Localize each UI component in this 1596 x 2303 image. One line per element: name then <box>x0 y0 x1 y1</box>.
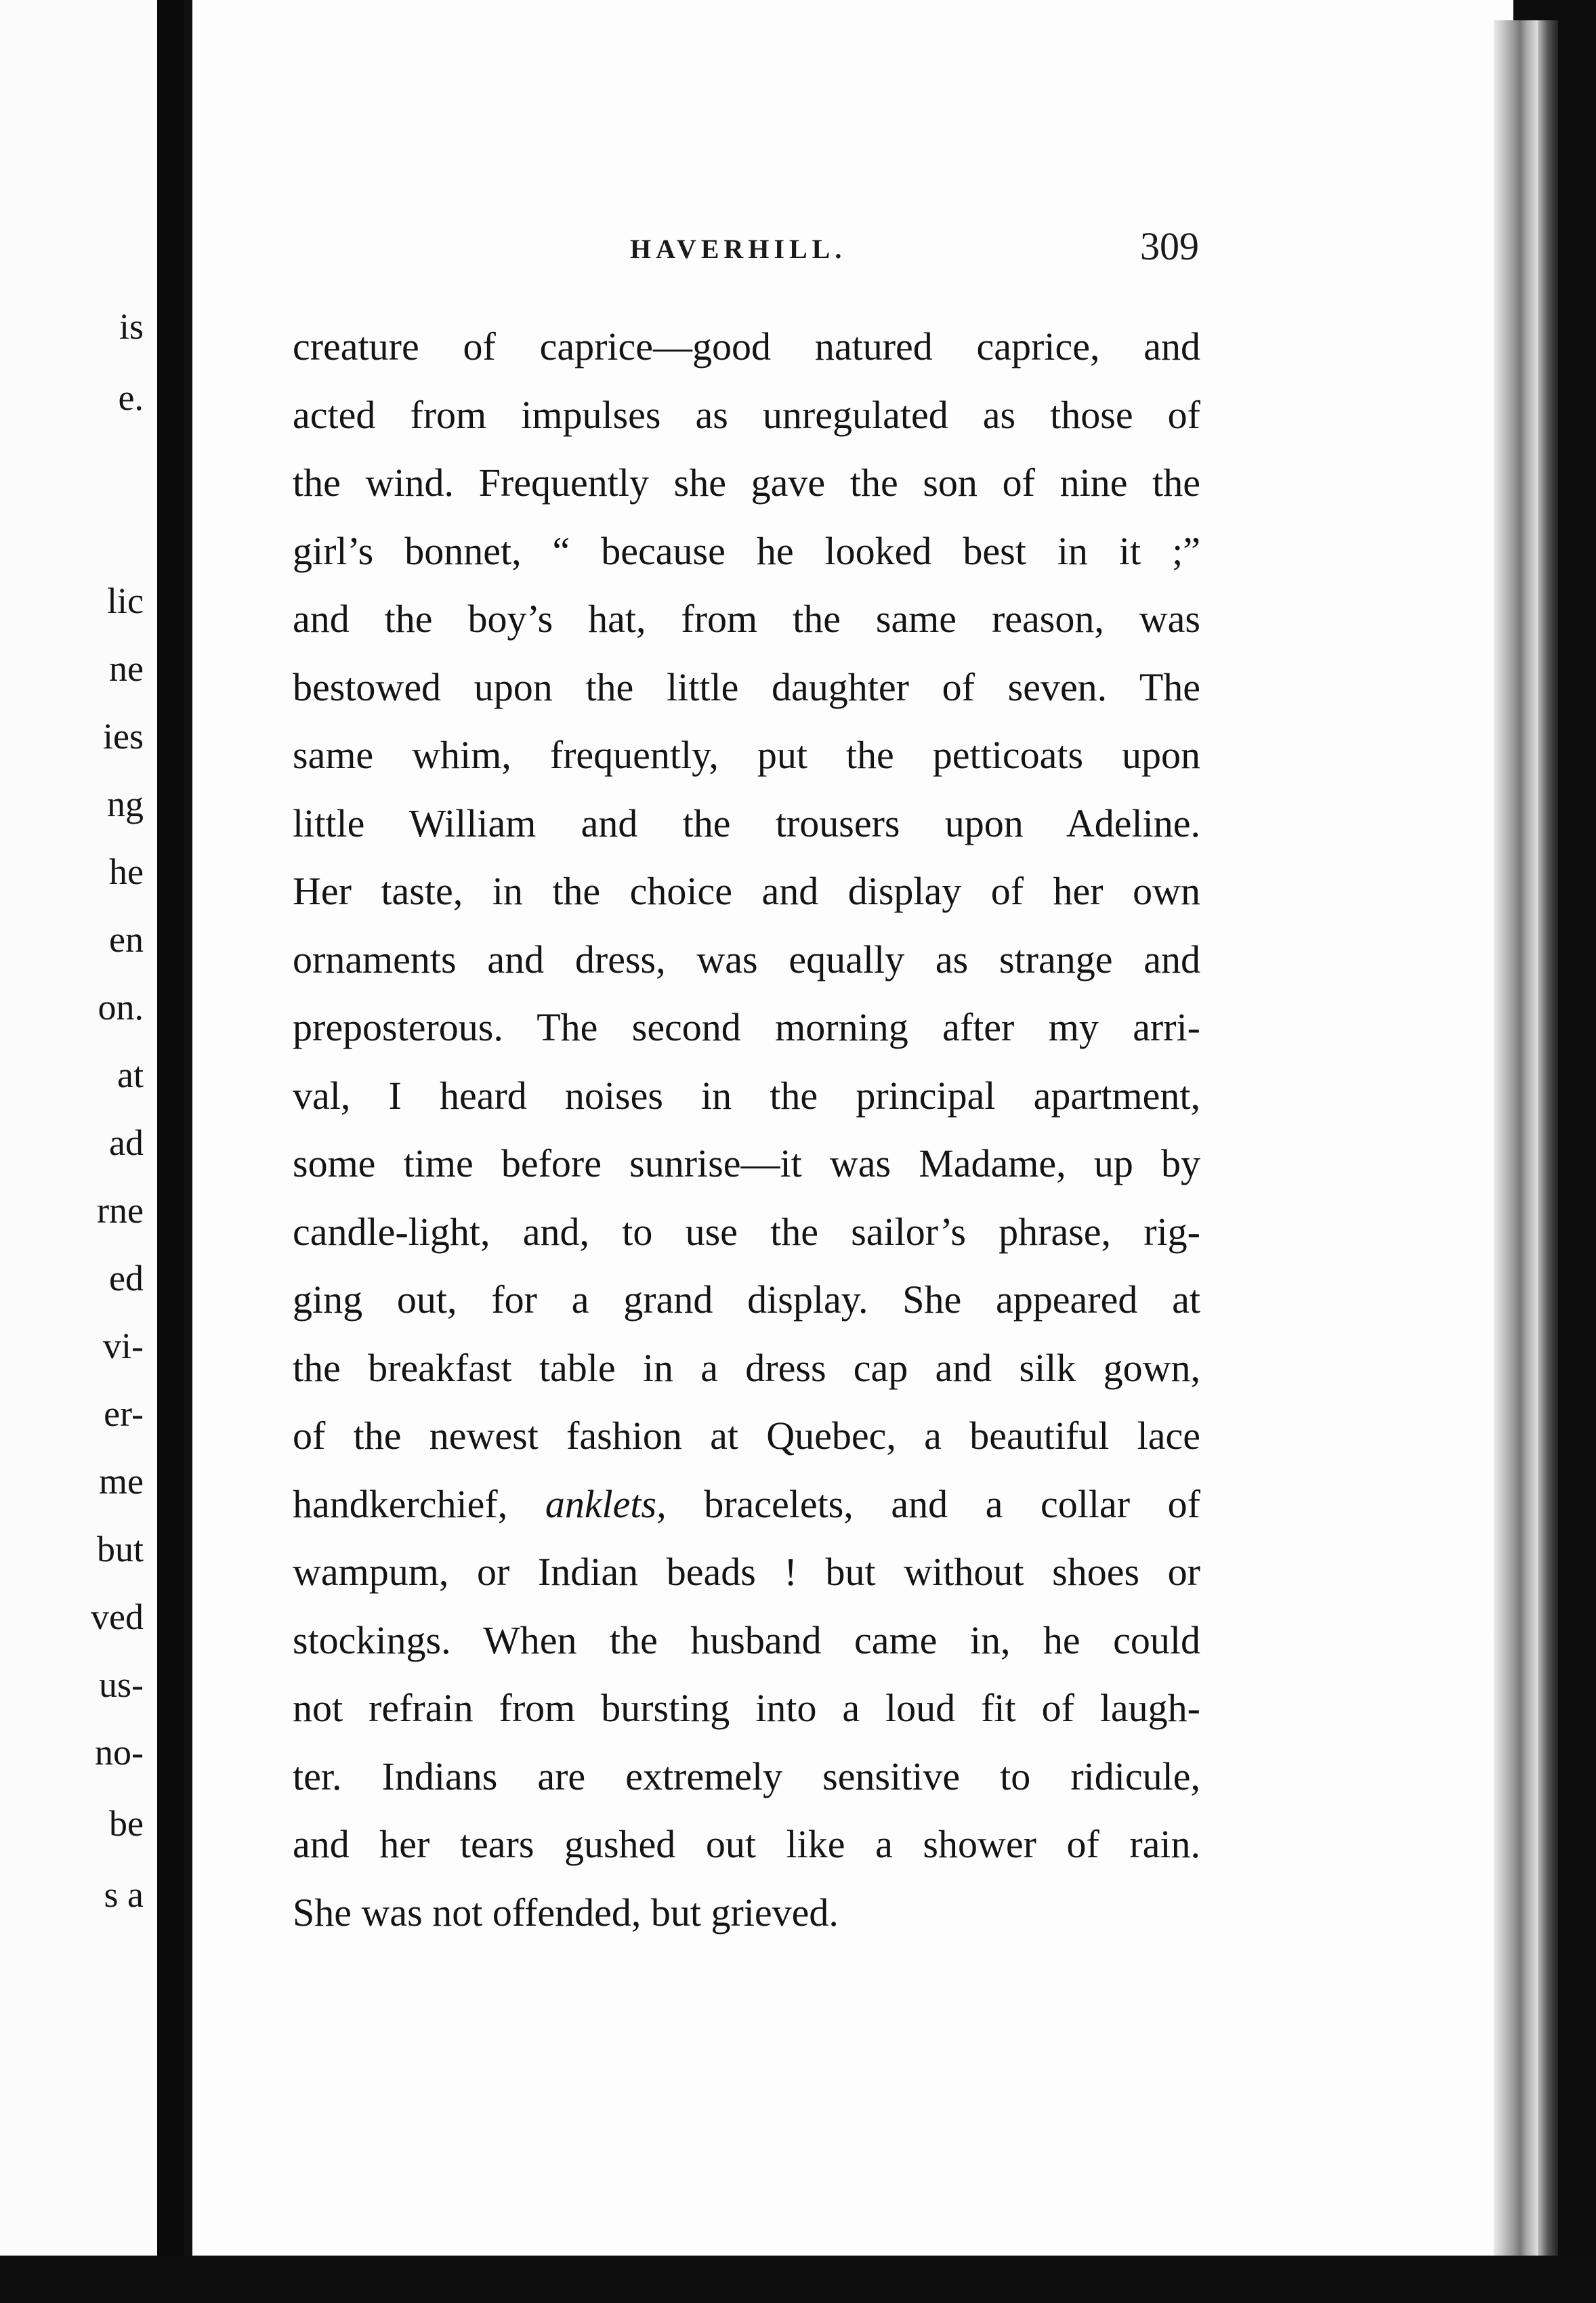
facing-page-fragment: s a <box>104 1874 144 1915</box>
text-line: creature of caprice—good natured caprice, and <box>293 324 1200 368</box>
text-line: acted from impulses as unregulated as those of <box>293 392 1200 437</box>
text-line: of the newest fashion at Quebec, a beautiful lace <box>293 1414 1200 1458</box>
bottom-shadow <box>0 2256 1596 2303</box>
facing-page-fragment: vi- <box>103 1326 144 1366</box>
facing-page-fragment: on. <box>98 987 144 1028</box>
facing-page-fragment: no- <box>95 1732 144 1773</box>
text-run: bracelets, and a collar of <box>666 1481 1200 1526</box>
text-line: and her tears gushed out like a shower of rain. <box>293 1822 1200 1866</box>
facing-page-fragment: be <box>109 1803 144 1844</box>
facing-page-fragment: er- <box>104 1393 144 1434</box>
text-line: stockings. When the husband came in, he could <box>293 1618 1200 1662</box>
text-line-with-italic <box>293 1471 1200 1539</box>
text-line: wampum, or Indian beads ! but without shoes or <box>293 1550 1200 1594</box>
facing-page-fragment: ne <box>109 648 144 689</box>
text-line: candle-light, and, to use the sailor’s phrase, rig- <box>293 1209 1200 1254</box>
text-line: the breakfast table in a dress cap and silk gown, <box>293 1345 1200 1390</box>
facing-page-fragment: rne <box>97 1190 144 1231</box>
facing-page-fragment: ed <box>109 1258 144 1298</box>
page-header <box>291 224 1199 271</box>
page-number: 309 <box>1140 224 1199 268</box>
text-run: handkerchief, <box>293 1481 545 1526</box>
text-line: ter. Indians are extremely sensitive to ridicule, <box>293 1754 1200 1798</box>
body-text <box>293 313 1200 1947</box>
text-line: the wind. Frequently she gave the son of nine the <box>293 461 1200 505</box>
facing-page-fragment: at <box>117 1055 144 1095</box>
text-line: some time before sunrise—it was Madame, up by <box>293 1141 1200 1185</box>
text-line: bestowed upon the little daughter of seven. The <box>293 664 1200 709</box>
text-line: not refrain from bursting into a loud fit of laugh- <box>293 1686 1200 1730</box>
facing-page-fragment: is <box>119 306 144 347</box>
text-line: Her taste, in the choice and display of her own <box>293 869 1200 913</box>
text-line: ornaments and dress, was equally as strange and <box>293 937 1200 981</box>
text-line: ging out, for a grand display. She appeared at <box>293 1277 1200 1322</box>
facing-page-fragment: he <box>109 851 144 892</box>
text-line: val, I heard noises in the principal apartment, <box>293 1073 1200 1118</box>
text-line: preposterous. The second morning after my arri- <box>293 1005 1200 1049</box>
text-line: little William and the trousers upon Adeline. <box>293 801 1200 845</box>
facing-page-fragment: ies <box>103 716 144 757</box>
facing-page-fragment: ng <box>107 784 144 824</box>
text-line: She was not offended, but grieved. <box>293 1890 839 1935</box>
facing-page-fragment: e. <box>118 377 144 418</box>
text-line: same whim, frequently, put the petticoats upon <box>293 733 1200 777</box>
page-edges <box>1494 20 1538 2269</box>
facing-page <box>0 0 157 2256</box>
text-line: and the boy’s hat, from the same reason, was <box>293 597 1200 641</box>
book-cover-edge <box>1538 20 1558 2269</box>
facing-page-fragment: en <box>109 919 144 960</box>
facing-page-fragment: us- <box>99 1664 144 1705</box>
text-line: girl’s bonnet, “ because he looked best in it ;” <box>293 528 1200 573</box>
facing-page-fragment: ad <box>109 1122 144 1163</box>
facing-page-fragment: me <box>99 1461 144 1502</box>
facing-page-fragment: ved <box>91 1597 144 1637</box>
facing-page-fragment: but <box>96 1529 144 1569</box>
italic-word: anklets, <box>545 1481 667 1526</box>
running-head: HAVERHILL. <box>630 234 847 264</box>
facing-page-fragment: lic <box>107 580 144 621</box>
